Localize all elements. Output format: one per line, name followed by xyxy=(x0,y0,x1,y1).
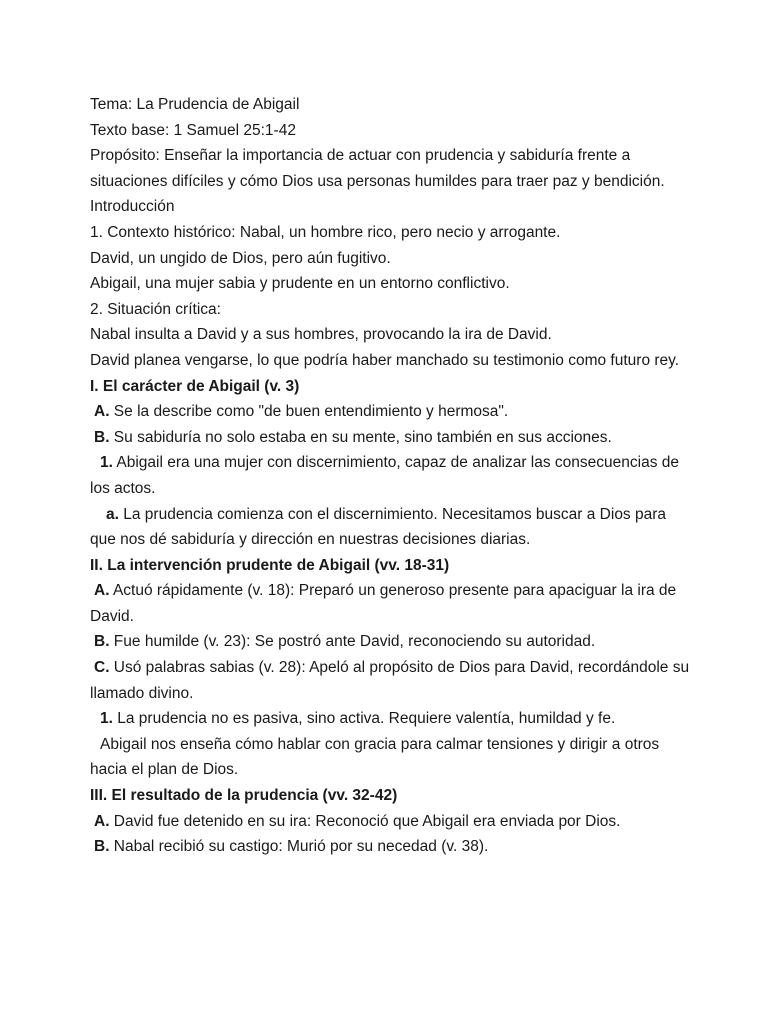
intro-nabal-line: Nabal insulta a David y a sus hombres, provocando la ira de David. xyxy=(90,326,552,344)
point-marker: B. xyxy=(94,428,110,446)
point-text: La prudencia comienza con el discernimiento. Necesitamos buscar a Dios para que nos dé sabiduría y dirección en nuestras decisiones diarias. xyxy=(90,505,667,549)
point-text: Nabal recibió su castigo: Murió por su necedad (v. 38). xyxy=(109,838,489,856)
point-marker: A. xyxy=(94,582,110,600)
point-text: La prudencia no es pasiva, sino activa. Requiere valentía, humildad y fe. xyxy=(112,710,616,728)
section3-point-b xyxy=(90,834,690,860)
point-marker: A. xyxy=(94,812,110,830)
section2-point-a xyxy=(90,578,690,629)
section2-point-c xyxy=(90,655,690,706)
point-marker: C. xyxy=(94,659,110,677)
point-text: Usó palabras sabias (v. 28): Apeló al propósito de Dios para David, recordándole su llamado divino. xyxy=(90,659,690,702)
section2-note xyxy=(90,732,690,783)
texto-base-line: Texto base: 1 Samuel 25:1-42 xyxy=(90,121,296,139)
section1-subpoint-1 xyxy=(90,450,690,501)
point-text: Abigail era una mujer con discernimiento, capaz de analizar las consecuencias de los actos. xyxy=(90,454,680,497)
note-text: Abigail nos enseña cómo hablar con gracia para calmar tensiones y dirigir a otros hacia el plan de Dios. xyxy=(90,735,660,779)
section3-heading: III. El resultado de la prudencia (vv. 32-42) xyxy=(90,787,398,805)
point-marker: 1. xyxy=(100,710,113,728)
proposito-paragraph: Propósito: Enseñar la importancia de actuar con prudencia y sabiduría frente a situaciones difíciles y cómo Dios usa personas humildes para traer paz y bendición. xyxy=(90,147,665,190)
intro-abigail-line: Abigail, una mujer sabia y prudente en un entorno conflictivo. xyxy=(90,275,510,293)
intro-david-line: David, un ungido de Dios, pero aún fugitivo. xyxy=(90,249,391,267)
intro-situation-line: 2. Situación crítica: xyxy=(90,300,221,318)
point-text: Se la describe como "de buen entendimiento y hermosa". xyxy=(109,403,509,421)
point-marker: A. xyxy=(94,403,110,421)
point-marker: a. xyxy=(106,505,119,523)
section1-point-b xyxy=(90,425,690,451)
tema-line: Tema: La Prudencia de Abigail xyxy=(90,96,300,113)
intro-context-line: 1. Contexto histórico: Nabal, un hombre rico, pero necio y arrogante. xyxy=(90,223,561,241)
section2-subpoint-1 xyxy=(90,706,690,732)
point-text: Fue humilde (v. 23): Se postró ante David, reconociendo su autoridad. xyxy=(109,633,596,651)
intro-revenge-paragraph: David planea vengarse, lo que podría haber manchado su testimonio como futuro rey. xyxy=(90,351,680,369)
section3-point-a xyxy=(90,809,690,835)
section1-heading: I. El carácter de Abigail (v. 3) xyxy=(90,377,300,395)
point-text: David fue detenido en su ira: Reconoció que Abigail era enviada por Dios. xyxy=(109,812,621,830)
point-marker: B. xyxy=(94,838,110,856)
point-text: Su sabiduría no solo estaba en su mente, sino también en sus acciones. xyxy=(109,428,612,446)
section2-point-b xyxy=(90,629,690,655)
intro-heading: Introducción xyxy=(90,198,175,216)
point-text: Actuó rápidamente (v. 18): Preparó un generoso presente para apaciguar la ira de David. xyxy=(90,582,677,625)
point-marker: 1. xyxy=(100,454,113,472)
section1-point-a xyxy=(90,399,690,425)
point-marker: B. xyxy=(94,633,110,651)
section2-heading: II. La intervención prudente de Abigail (vv. 18-31) xyxy=(90,556,450,574)
document-body xyxy=(90,92,690,860)
section1-subpoint-a xyxy=(90,502,690,553)
